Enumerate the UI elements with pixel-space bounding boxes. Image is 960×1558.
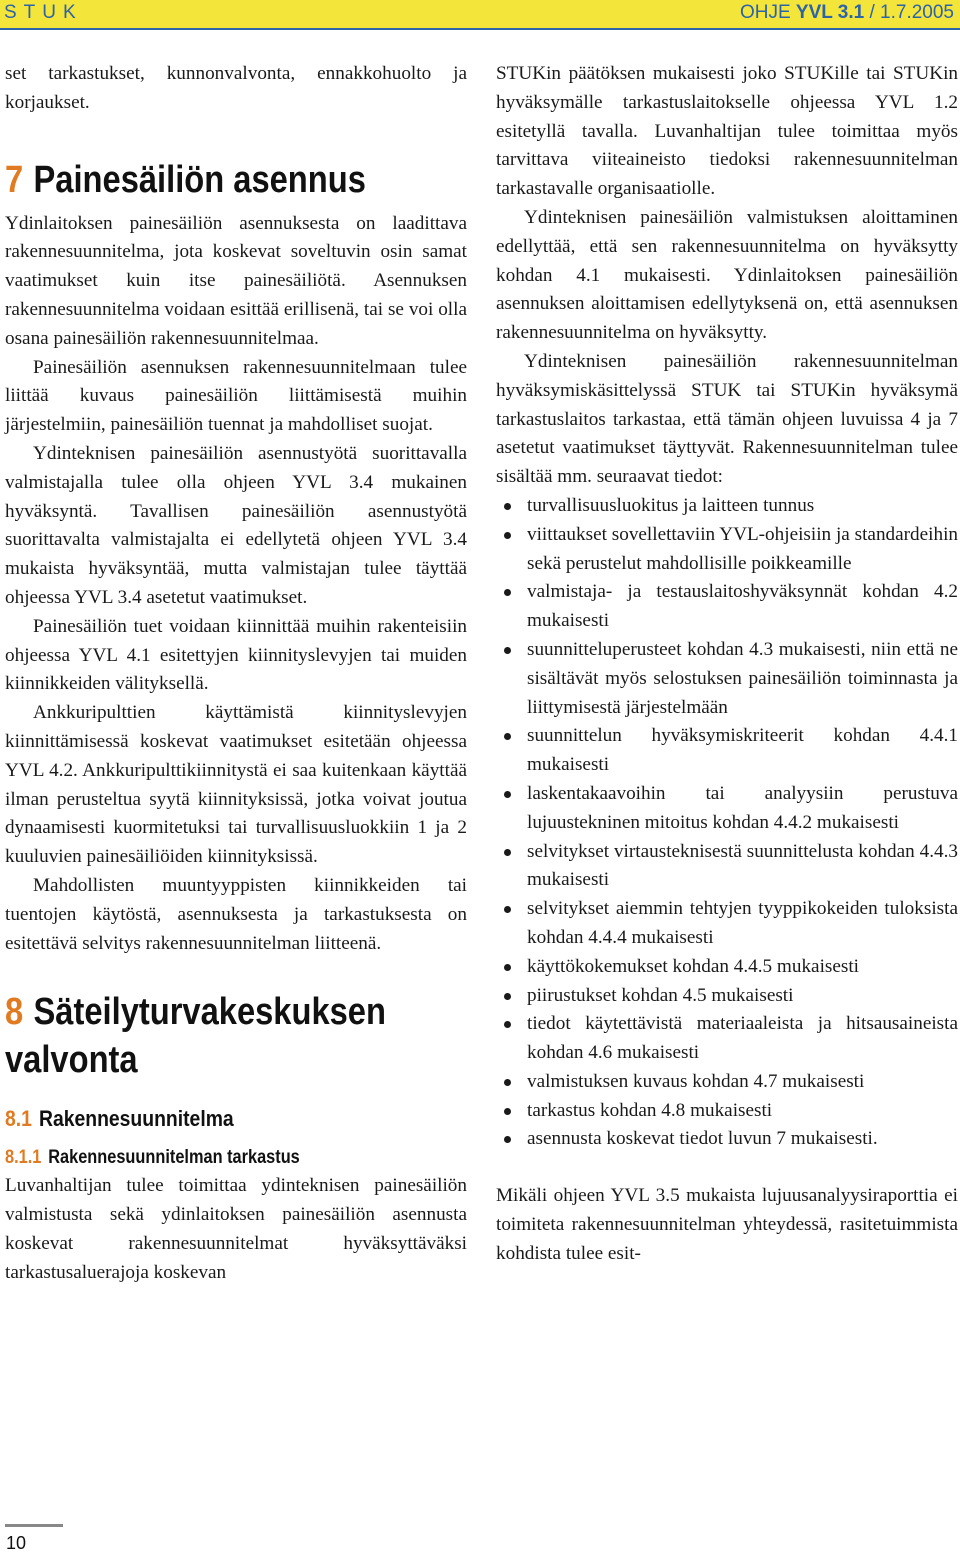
right-paragraph: Ydinteknisen painesäiliön rakennesuunnitelman hyväksymiskäsittelyssä STUK tai STUKin hyväksymä tarkastuslaitos tarkastaa, että tämän ohjeen luvuissa 4 ja 7 asetetut vaatimukset täyttyvät. Rakennesuunnitelman tulee sisältää mm. seuraavat tiedot:	[496, 350, 958, 488]
list-item-text: tiedot käytettävistä materiaaleista ja hitsausaineista kohdan 4.6 mukaisesti	[527, 1013, 958, 1064]
section-8-title-line2: valvonta	[5, 1039, 138, 1082]
section-7-paragraph: Mahdollisten muuntyyppisten kiinnikkeiden tai tuentojen käytöstä, asennuksesta ja tarkastuksesta on esitettävä selvitys rakennesuunnitelman liitteenä.	[5, 874, 467, 954]
list-item	[496, 780, 958, 838]
list-item-text: viittaukset sovellettaviin YVL-ohjeisiin ja standardeihin sekä perustelut mahdollisille poikkeamille	[527, 523, 958, 574]
header-guide-code: YVL 3.1	[795, 2, 865, 23]
section-7-title: Painesäiliön asennus	[33, 158, 366, 201]
list-item-text: suunnitteluperusteet kohdan 4.3 mukaisesti, niin että ne sisältävät myös selostuksen painesäiliön toiminnasta ja liittymisestä järjestelmään	[527, 638, 958, 718]
section-8-1-title: Rakennesuunnitelma	[38, 1106, 234, 1132]
list-item-text: selvitykset virtausteknisestä suunnittelusta kohdan 4.4.3 mukaisesti	[527, 840, 958, 891]
section-8-number: 8	[5, 991, 24, 1034]
section-8-1-number: 8.1	[5, 1106, 32, 1132]
list-item	[496, 636, 958, 722]
section-8-title-line1: Säteilyturvakeskuksen	[33, 991, 386, 1034]
list-item	[496, 1125, 958, 1154]
bullet-icon	[504, 733, 511, 740]
list-item-text: tarkastus kohdan 4.8 mukaisesti	[527, 1099, 773, 1121]
section-8-1-1-paragraph: Luvanhaltijan tulee toimittaa ydinteknisen painesäiliön valmistusta sekä ydinlaitoksen painesäiliön asennusta koskevat rakennesuunnitelmat hyväksyttäväksi tarkastusaluerajoja koskevan	[5, 1175, 467, 1283]
list-item	[496, 578, 958, 636]
list-item-text: suunnittelun hyväksymiskriteerit kohdan 4.4.1 mukaisesti	[527, 725, 958, 776]
page-header	[0, 0, 960, 30]
bullet-icon	[504, 1079, 511, 1086]
bullet-icon	[504, 532, 511, 539]
section-7-heading	[5, 156, 402, 204]
header-guide-date: / 1.7.2005	[864, 2, 954, 23]
list-item	[496, 722, 958, 780]
section-8-1-1-number: 8.1.1	[5, 1147, 42, 1169]
header-guide-id	[740, 2, 954, 24]
list-item	[496, 1097, 958, 1126]
right-paragraph: STUKin päätöksen mukaisesti joko STUKille tai STUKin hyväksymälle tarkastuslaitokselle ohjeessa YVL 1.2 esitetyllä tavalla. Luvanhaltijan tulee toimittaa myös tarvittava viiteaineisto tiedoksi rakennesuunnitelman tarkastavalle organisaatiolle.	[496, 63, 958, 200]
list-item	[496, 521, 958, 579]
section-7-paragraph: Painesäiliön tuet voidaan kiinnittää muihin rakenteisiin ohjeessa YVL 4.1 esitettyjen kiinnityslevyjen tai muiden kiinnikkeiden välityksellä.	[5, 615, 467, 695]
section-7-paragraph: Ydinlaitoksen painesäiliön asennuksesta on laadittava rakennesuunnitelma, jota koskevat soveltuvin osin samat vaatimukset kuin itse painesäiliötä. Asennuksen rakennesuunnitelma voidaan esittää erillisenä, tai se voi olla osana painesäiliön rakennesuunnitelmaa.	[5, 212, 467, 349]
section-7-number: 7	[5, 158, 24, 201]
right-column	[496, 60, 958, 1269]
list-item	[496, 1010, 958, 1068]
right-paragraph: Ydinteknisen painesäiliön valmistuksen aloittaminen edellyttää, että sen rakennesuunnitelma on hyväksytty kohdan 4.1 mukaisesti. Ydinlaitoksen painesäiliön asennuksen aloittamisen edellytyksenä on, että asennuksen rakennesuunnitelma on hyväksytty.	[496, 206, 958, 344]
list-item-text: käyttökokemukset kohdan 4.4.5 mukaisesti	[527, 955, 860, 977]
section-8-1-1-heading	[5, 1144, 402, 1172]
bullet-icon	[504, 589, 511, 596]
page-number: 10	[6, 1533, 27, 1553]
bullet-icon	[504, 849, 511, 856]
section-7-paragraph: Ankkuripulttien käyttämistä kiinnityslevyjen kiinnittämisessä koskevat vaatimukset esitetään ohjeessa YVL 4.2. Ankkuripulttikiinnitystä ei saa kuitenkaan käyttää ilman perusteltua syytä kiinnityksissä, jotka voivat joutua dynaamisesti kuormitetuksi tai turvallisuusluokkiin 1 ja 2 kuuluvien painesäiliöiden kiinnityksissä.	[5, 702, 467, 868]
list-item-text: selvitykset aiemmin tehtyjen tyyppikokeiden tuloksista kohdan 4.4.4 mukaisesti	[527, 898, 958, 948]
list-item	[496, 492, 958, 521]
closing-paragraph: Mikäli ohjeen YVL 3.5 mukaista lujuusanalyysiraporttia ei toimiteta rakennesuunnitelman yhteydessä, rasitetuimmista kohdista tulee esit-	[496, 1185, 958, 1264]
section-7-paragraph: Painesäiliön asennuksen rakennesuunnitelmaan tulee liittää kuvaus painesäiliön liittämisestä muihin järjestelmiin, painesäiliön tuennat ja mahdolliset suojat.	[5, 356, 467, 436]
header-publisher: STUK	[4, 2, 83, 23]
section-7-paragraph: Ydinteknisen painesäiliön asennustyötä suorittavalla valmistajalla tulee olla ohjeen YVL 3.4 mukainen hyväksyntä. Tavallisen painesäiliön asennustyötä suorittavalta valmistajalta ei edellytetä ohjeen YVL 3.4 mukaista hyväksyntää, mutta valmistajan tulee täyttää ohjeessa YVL 3.4 asetetut vaatimukset.	[5, 442, 467, 608]
list-item	[496, 1068, 958, 1097]
bullet-icon	[504, 906, 511, 913]
list-item	[496, 838, 958, 896]
bullet-icon	[504, 1108, 511, 1115]
list-item-text: laskentakaavoihin tai analyysiin perustuva lujuustekninen mitoitus kohdan 4.4.2 mukaisesti	[527, 782, 958, 833]
header-guide-prefix: OHJE	[739, 2, 796, 23]
bullet-icon	[504, 1136, 511, 1143]
bullet-icon	[504, 503, 511, 510]
required-information-list	[496, 492, 958, 1154]
list-item-text: valmistuksen kuvaus kohdan 4.7 mukaisesti	[527, 1070, 865, 1092]
list-item	[496, 953, 958, 982]
footer-rule	[5, 1524, 63, 1527]
bullet-icon	[504, 647, 511, 654]
list-item-text: turvallisuusluokitus ja laitteen tunnus	[527, 494, 815, 516]
list-item-text: piirustukset kohdan 4.5 mukaisesti	[527, 984, 794, 1006]
bullet-icon	[504, 993, 511, 1000]
list-item-text: valmistaja- ja testauslaitoshyväksynnät kohdan 4.2 mukaisesti	[527, 581, 958, 632]
intro-paragraph: set tarkastukset, kunnonvalvonta, ennakkohuolto ja korjaukset.	[5, 63, 467, 113]
section-8-1-1-title: Rakennesuunnitelman tarkastus	[48, 1147, 300, 1169]
bullet-icon	[504, 791, 511, 798]
section-8-1-heading	[5, 1104, 412, 1134]
bullet-icon	[504, 964, 511, 971]
left-column	[5, 60, 467, 1288]
list-item	[496, 982, 958, 1011]
list-item-text: asennusta koskevat tiedot luvun 7 mukaisesti.	[527, 1128, 878, 1150]
list-item	[496, 895, 958, 953]
section-8-heading	[5, 988, 469, 1084]
bullet-icon	[504, 1021, 511, 1028]
